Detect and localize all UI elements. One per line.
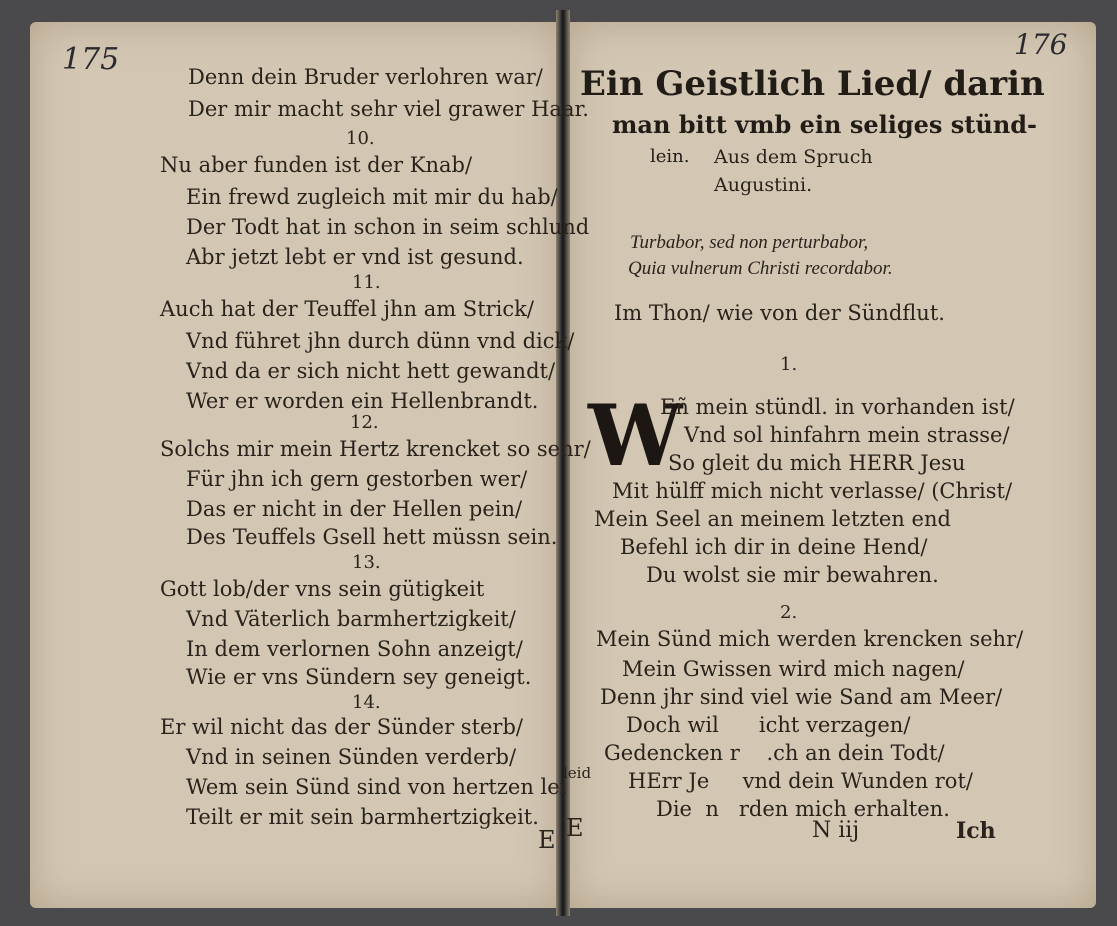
text-line: Der mir macht sehr viel grawer Haar. [188,97,589,121]
text-line: Wer er worden ein Hellenbrandt. [186,389,539,413]
text-line: Solchs mir mein Hertz krencket so sehr/ [160,437,591,461]
text-line: Die n rden mich erhalten. [656,797,950,821]
song-title-line-3: lein. [650,146,690,167]
bleed-through-mark: E [538,826,556,854]
stanza-number: 2. [780,602,798,623]
text-line: Eñ mein stündl. in vorhanden ist/ [660,395,1015,419]
text-line: Gedencken r .ch an dein Todt/ [604,741,945,765]
text-line: Vnd Väterlich barmhertzigkeit/ [186,607,516,631]
bleed-through-mark: leid [563,764,592,782]
text-line: Teilt er mit sein barmhertzigkeit. [186,805,539,829]
latin-motto-line-1: Turbabor, sed non perturbabor, [630,232,869,253]
text-line: Wie er vns Sündern sey geneigt. [186,665,532,689]
stanza-number: 1. [780,354,798,375]
source-line-1: Aus dem Spruch [714,146,873,168]
text-line: So gleit du mich HERR Jesu [668,451,966,475]
text-line: Vnd sol hinfahrn mein strasse/ [684,423,1010,447]
text-line: Mein Gwissen wird mich nagen/ [622,657,965,681]
text-line: Vnd führet jhn durch dünn vnd dick/ [186,329,575,353]
verse-number: 13. [352,552,381,573]
left-folio: 175 [62,42,120,77]
text-line: Wem sein Sünd sind von hertzen lei [186,775,567,799]
verse-number: 11. [352,272,381,293]
text-line: Nu aber funden ist der Knab/ [160,153,473,177]
text-line: Vnd da er sich nicht hett gewandt/ [186,359,556,383]
bleed-through-mark: E [566,814,584,842]
source-line-2: Augustini. [714,174,813,196]
text-line: Auch hat der Teuffel jhn am Strick/ [160,297,534,321]
text-line: Du wolst sie mir bewahren. [646,563,939,587]
text-line: Gott lob/der vns sein gütigkeit [160,577,485,601]
signature-mark: N iij [812,818,860,843]
verse-number: 12. [350,412,379,433]
text-line: Abr jetzt lebt er vnd ist gesund. [186,245,524,269]
text-line: HErr Je vnd dein Wunden rot/ [628,769,973,793]
tune-line: Im Thon/ wie von der Sündflut. [614,301,945,325]
text-line: Der Todt hat in schon in seim schlund [186,215,590,239]
latin-motto-line-2: Quia vulnerum Christi recordabor. [628,258,893,279]
text-line: Für jhn ich gern gestorben wer/ [186,467,528,491]
catchword: Ich [956,818,996,844]
text-line: Des Teuffels Gsell hett müssn sein. [186,525,558,549]
drop-cap-initial: W [588,386,683,485]
song-title-line-2: man bitt vmb ein seliges stünd- [612,110,1038,139]
text-line: Mein Sünd mich werden krencken sehr/ [596,627,1024,651]
right-folio: 176 [1014,28,1068,61]
verse-number: 10. [346,128,375,149]
text-line: Ein frewd zugleich mit mir du hab/ [186,185,558,209]
text-line: Mit hülff mich nicht verlasse/ (Christ/ [612,479,1013,503]
text-line: Mein Seel an meinem letzten end [594,507,951,531]
text-line: Doch wil icht verzagen/ [626,713,911,737]
text-line: Er wil nicht das der Sünder sterb/ [160,715,523,739]
verse-number: 14. [352,692,381,713]
text-line: Denn dein Bruder verlohren war/ [188,65,543,89]
text-line: In dem verlornen Sohn anzeigt/ [186,637,523,661]
text-line: Befehl ich dir in deine Hend/ [620,535,928,559]
text-line: Das er nicht in der Hellen pein/ [186,497,523,521]
text-line: Vnd in seinen Sünden verderb/ [186,745,517,769]
text-line: Denn jhr sind viel wie Sand am Meer/ [600,685,1003,709]
song-title-line-1: Ein Geistlich Lied/ darin [580,64,1045,104]
